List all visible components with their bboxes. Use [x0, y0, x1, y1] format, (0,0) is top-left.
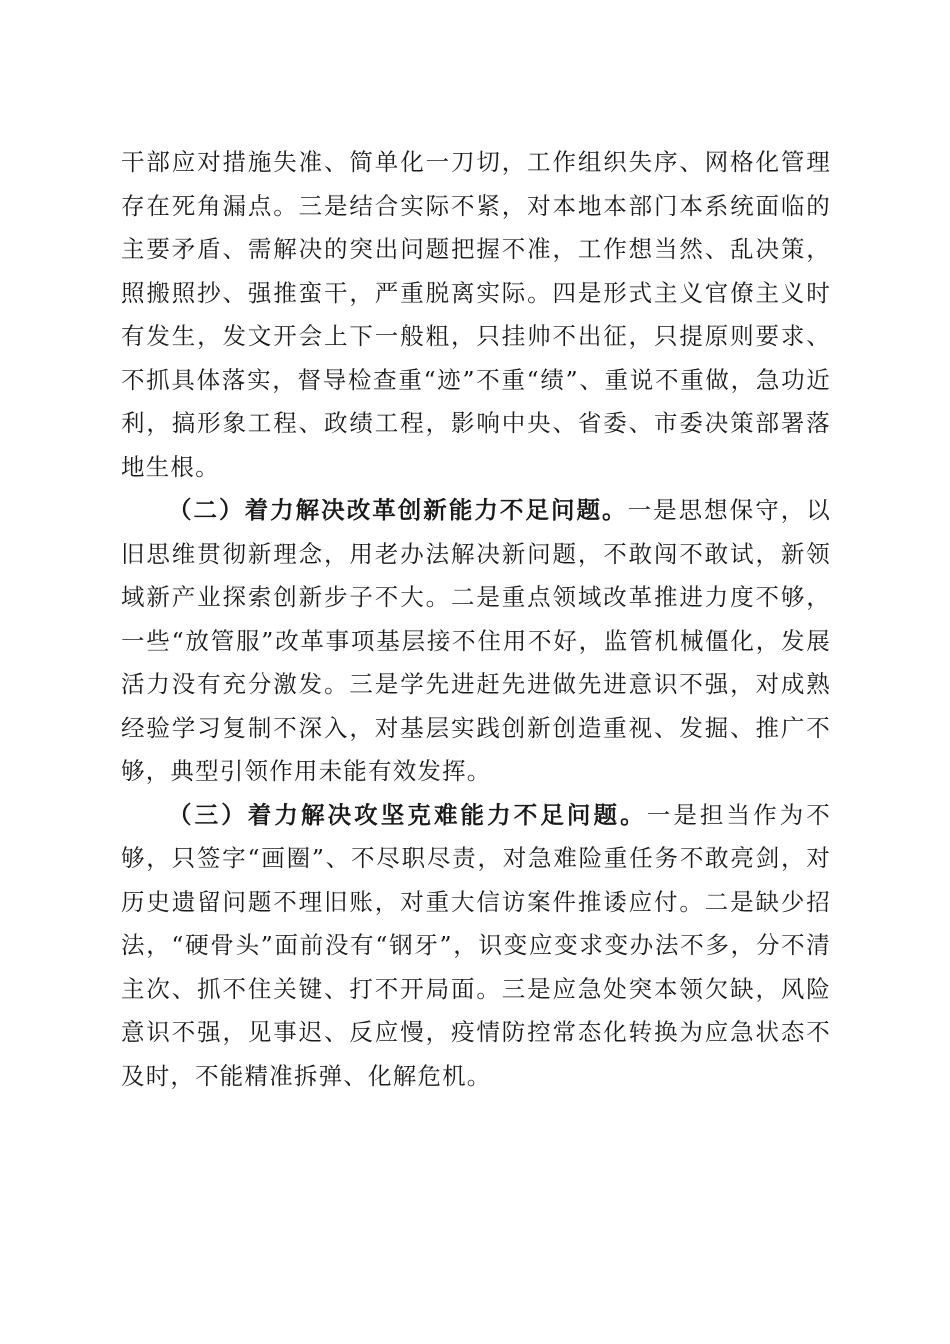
section-heading: （三）着力解决攻坚克难能力不足问题。 [168, 800, 647, 829]
paragraph-continuation [121, 141, 831, 489]
section-heading: （二）着力解决改革创新能力不足问题。 [168, 496, 628, 524]
paragraph-body: 一是思想保守，以旧思维贯彻新理念，用老办法解决新问题，不敢闯不敢试，新领域新产业探索创新步子不大。二是重点领域改革推进力度不够，一些“放管服”改革事项基层接不住用不好，监管机械僵化，发展活力没有充分激发。三是学先进赶先进做先进意识不强，对成熟经验学习复制不深入，对基层实践创新创造重视、发掘、推广不够，典型引领作用未能有效发挥。 [121, 496, 831, 785]
document-body [121, 141, 831, 1098]
paragraph-body: 干部应对措施失准、简单化一刀切，工作组织失序、网格化管理存在死角漏点。三是结合实际不紧，对本地本部门本系统面临的主要矛盾、需解决的突出问题把握不准，工作想当然、乱决策，照搬照抄、强推蛮干，严重脱离实际。四是形式主义官僚主义时有发生，发文开会上下一般粗，只挂帅不出征，只提原则要求、不抓具体落实，督导检查重“迹”不重“绩”、重说不重做，急功近利，搞形象工程、政绩工程，影响中央、省委、市委决策部署落地生根。 [121, 148, 831, 481]
paragraph-tackle-difficulties [121, 794, 831, 1099]
paragraph-reform-innovation [121, 489, 831, 794]
paragraph-body: 一是担当作为不够，只签字“画圈”、不尽职尽责，对急难险重任务不敢亮剑，对历史遗留问题不理旧账，对重大信访案件推诿应付。二是缺少招法，“硬骨头”面前没有“钢牙”，识变应变求变办法不多，分不清主次、抓不住关键、打不开局面。三是应急处突本领欠缺，风险意识不强，见事迟、反应慢，疫情防控常态化转换为应急状态不及时，不能精准拆弹、化解危机。 [121, 800, 831, 1090]
